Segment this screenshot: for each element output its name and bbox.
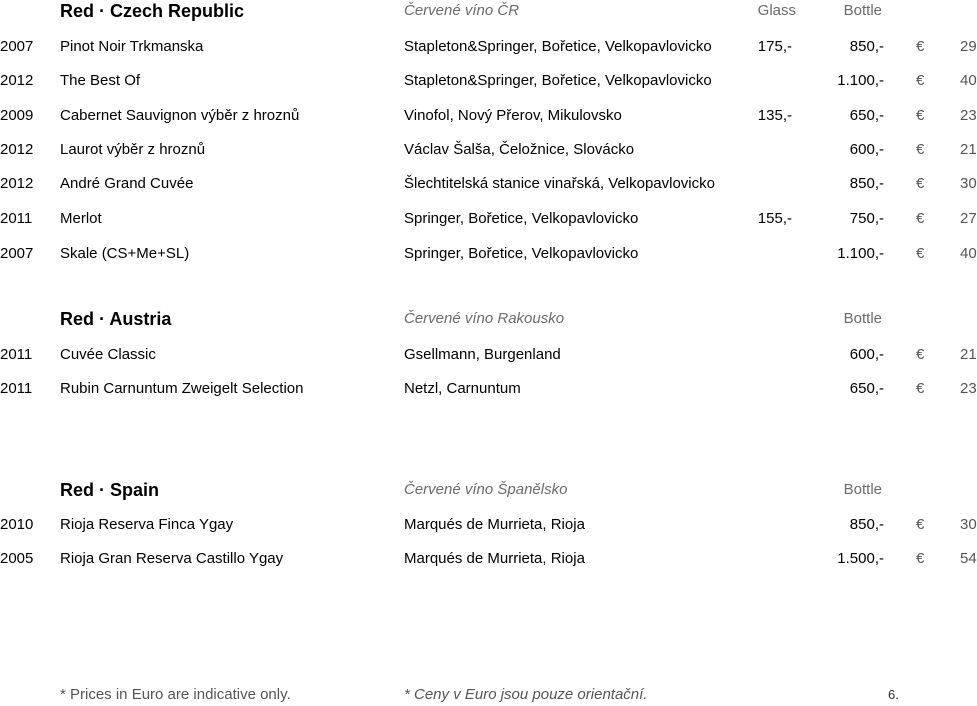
section-header-austria <box>0 306 960 332</box>
section-title: Red · Austria <box>60 309 172 329</box>
section-title: Red · Spain <box>60 480 160 500</box>
bottle-price: 850,- <box>849 38 884 55</box>
euro-value: 30 <box>960 175 977 192</box>
wine-name: Rioja Reserva Finca Ygay <box>60 516 234 533</box>
vintage-year: 2011 <box>0 210 33 227</box>
bottle-price: 1.500,- <box>837 550 884 567</box>
wine-name: Cuvée Classic <box>60 346 156 363</box>
euro-value: 21 <box>960 346 977 363</box>
page-number: 6. <box>888 687 899 702</box>
glass-price: 155,- <box>757 210 792 227</box>
producer: Stapleton&Springer, Bořetice, Velkopavlovicko <box>404 72 712 89</box>
euro-icon: € <box>916 175 925 192</box>
bottle-price: 850,- <box>849 175 884 192</box>
section-header-spain <box>0 477 960 503</box>
glass-column-header: Glass <box>757 2 796 19</box>
wine-name: Rubin Carnuntum Zweigelt Selection <box>60 380 304 397</box>
vintage-year: 2010 <box>0 516 34 533</box>
section-title-czech: Červené víno ČR <box>404 2 520 19</box>
wine-name: Cabernet Sauvignon výběr z hroznů <box>60 107 300 124</box>
bottle-column-header: Bottle <box>843 2 882 19</box>
producer: Marqués de Murrieta, Rioja <box>404 550 585 567</box>
wine-name: Rioja Gran Reserva Castillo Ygay <box>60 550 284 567</box>
producer: Marqués de Murrieta, Rioja <box>404 516 585 533</box>
wine-name: André Grand Cuvée <box>60 175 194 192</box>
wine-row <box>0 547 977 571</box>
vintage-year: 2012 <box>0 72 34 89</box>
producer: Springer, Bořetice, Velkopavlovicko <box>404 210 639 227</box>
section-title-czech: Červené víno Rakousko <box>404 310 565 327</box>
bottle-price: 750,- <box>849 210 884 227</box>
bottle-column-header: Bottle <box>843 310 882 327</box>
bottle-column-header: Bottle <box>843 481 882 498</box>
wine-row <box>0 35 977 59</box>
euro-value: 23 <box>960 107 977 124</box>
producer: Gsellmann, Burgenland <box>404 346 561 363</box>
euro-value: 27 <box>960 210 977 227</box>
wine-row <box>0 242 977 266</box>
wine-row <box>0 343 977 367</box>
vintage-year: 2007 <box>0 245 34 262</box>
footer <box>0 684 960 706</box>
section-header-czech <box>0 0 960 24</box>
euro-icon: € <box>916 141 925 158</box>
wine-row <box>0 138 977 162</box>
vintage-year: 2012 <box>0 141 34 158</box>
glass-price: 135,- <box>757 107 792 124</box>
price-note-english: * Prices in Euro are indicative only. <box>60 686 291 703</box>
price-note-czech: * Ceny v Euro jsou pouze orientační. <box>404 686 648 703</box>
euro-value: 54 <box>960 550 977 567</box>
vintage-year: 2007 <box>0 38 34 55</box>
producer: Václav Šalša, Čeložnice, Slovácko <box>404 141 635 158</box>
producer: Netzl, Carnuntum <box>404 380 521 397</box>
vintage-year: 2012 <box>0 175 34 192</box>
wine-name: Pinot Noir Trkmanska <box>60 38 204 55</box>
euro-icon: € <box>916 245 925 262</box>
bottle-price: 850,- <box>849 516 884 533</box>
euro-value: 40 <box>960 72 977 89</box>
euro-icon: € <box>916 550 925 567</box>
vintage-year: 2011 <box>0 380 33 397</box>
bottle-price: 1.100,- <box>837 245 884 262</box>
euro-icon: € <box>916 346 925 363</box>
wine-row <box>0 172 977 196</box>
euro-icon: € <box>916 516 925 533</box>
wine-row <box>0 69 977 93</box>
producer: Vinofol, Nový Přerov, Mikulovsko <box>404 107 622 124</box>
vintage-year: 2005 <box>0 550 34 567</box>
euro-value: 29 <box>960 38 977 55</box>
wine-name: The Best Of <box>60 72 141 89</box>
euro-icon: € <box>916 210 925 227</box>
wine-row <box>0 207 977 231</box>
euro-icon: € <box>916 380 925 397</box>
euro-icon: € <box>916 38 925 55</box>
section-title: Red · Czech Republic <box>60 1 245 21</box>
producer: Springer, Bořetice, Velkopavlovicko <box>404 245 639 262</box>
wine-name: Merlot <box>60 210 102 227</box>
bottle-price: 650,- <box>849 380 884 397</box>
glass-price: 175,- <box>757 38 792 55</box>
wine-name: Skale (CS+Me+SL) <box>60 245 190 262</box>
vintage-year: 2009 <box>0 107 34 124</box>
euro-icon: € <box>916 107 925 124</box>
wine-row <box>0 513 977 537</box>
bottle-price: 1.100,- <box>837 72 884 89</box>
euro-value: 30 <box>960 516 977 533</box>
wine-row <box>0 104 977 128</box>
euro-value: 23 <box>960 380 977 397</box>
wine-row <box>0 377 977 401</box>
section-title-czech: Červené víno Španělsko <box>404 481 568 498</box>
producer: Stapleton&Springer, Bořetice, Velkopavlovicko <box>404 38 712 55</box>
producer: Šlechtitelská stanice vinařská, Velkopavlovicko <box>404 175 715 192</box>
euro-value: 40 <box>960 245 977 262</box>
euro-icon: € <box>916 72 925 89</box>
euro-value: 21 <box>960 141 977 158</box>
bottle-price: 600,- <box>849 141 884 158</box>
vintage-year: 2011 <box>0 346 33 363</box>
bottle-price: 600,- <box>849 346 884 363</box>
wine-name: Laurot výběr z hroznů <box>60 141 206 158</box>
bottle-price: 650,- <box>849 107 884 124</box>
